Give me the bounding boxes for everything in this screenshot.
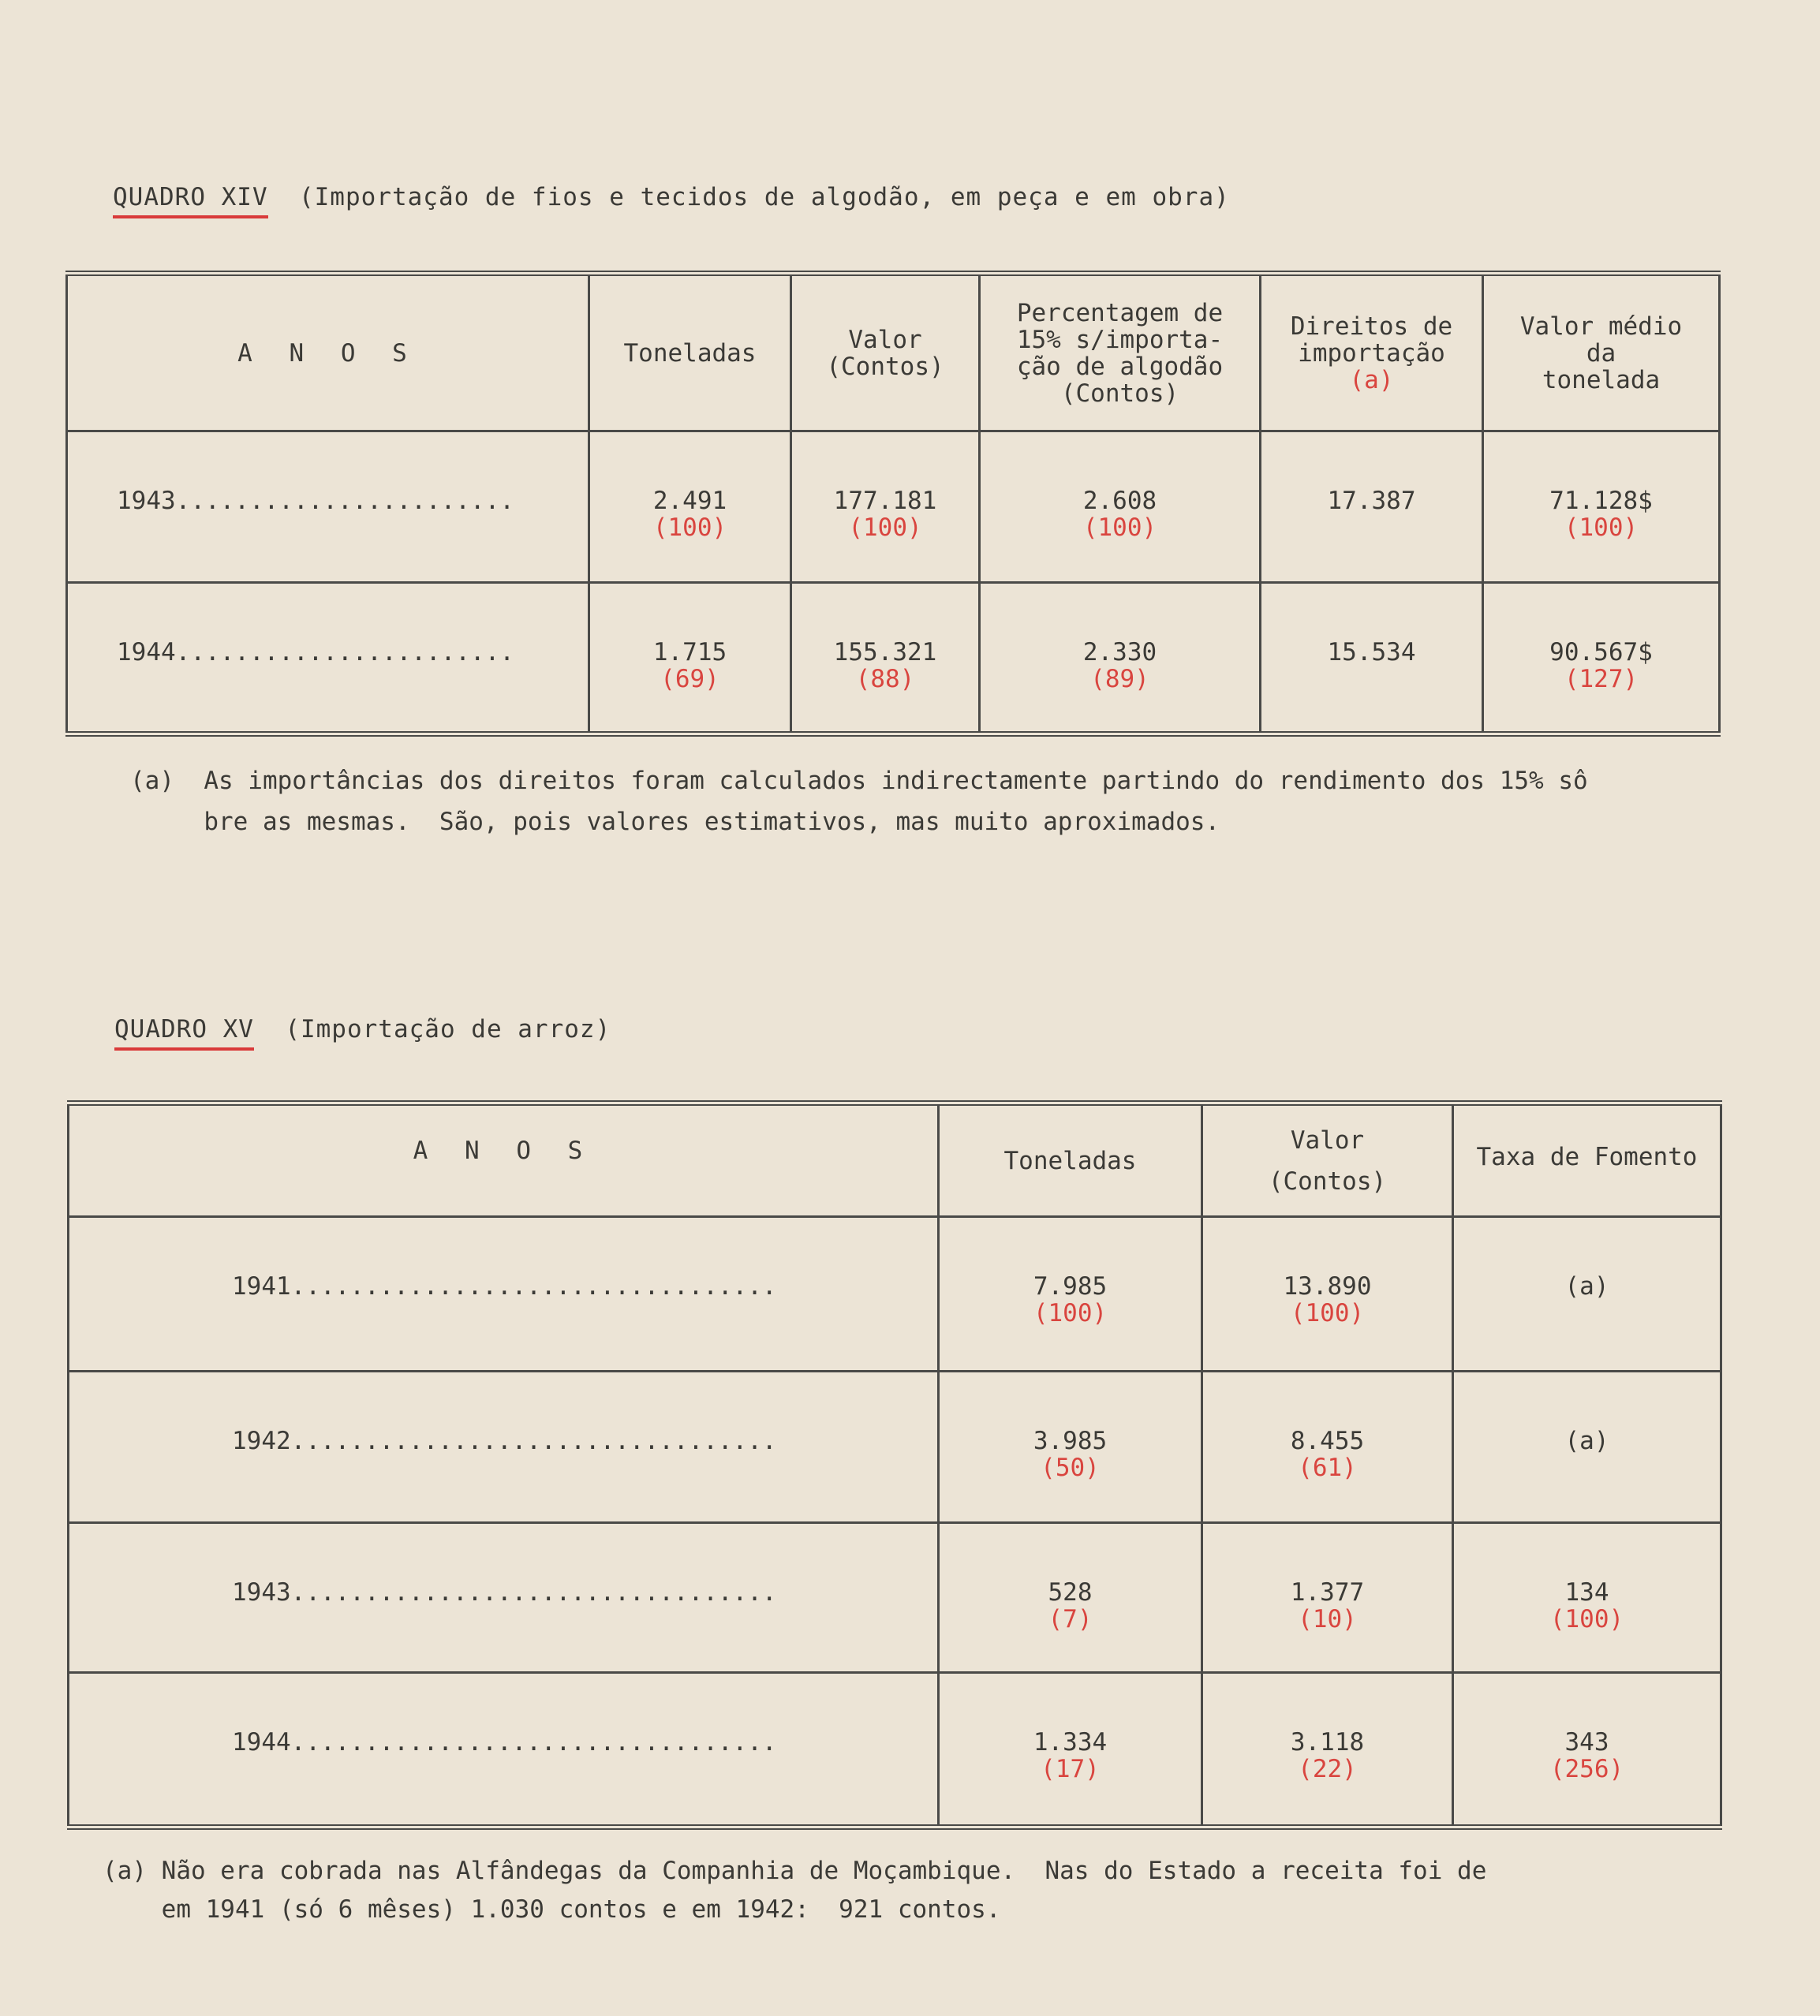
- valor-cell: 8.455 (61): [1202, 1372, 1453, 1523]
- year-cell: 1944.......................: [67, 583, 589, 734]
- valor-cell: 155.321 (88): [791, 583, 980, 734]
- year-cell: 1944.................................: [69, 1673, 939, 1827]
- year-cell: 1943.......................: [67, 431, 589, 583]
- valor-cell: 177.181 (100): [791, 431, 980, 583]
- quadro-xiv-caption: (Importação de fios e tecidos de algodão, em peça e em obra): [298, 183, 1230, 211]
- header-toneladas: Toneladas: [939, 1103, 1202, 1217]
- table-row: [69, 1372, 1721, 1523]
- direitos-cell: 15.534: [1261, 583, 1483, 734]
- valor-cell: 1.377 (10): [1202, 1523, 1453, 1673]
- taxa-cell: 343 (256): [1453, 1673, 1721, 1827]
- year-cell: 1943.................................: [69, 1523, 939, 1673]
- toneladas-cell: 3.985 (50): [939, 1372, 1202, 1523]
- percentagem-cell: 2.330 (89): [980, 583, 1261, 734]
- table-row: [69, 1523, 1721, 1673]
- direitos-cell: 17.387: [1261, 431, 1483, 583]
- quadro-xiv-code: QUADRO XIV: [113, 183, 268, 218]
- table-header-row: [67, 274, 1720, 431]
- table-row: [67, 583, 1720, 734]
- table-row: [69, 1673, 1721, 1827]
- taxa-cell: 134 (100): [1453, 1523, 1721, 1673]
- quadro-xv-title: [114, 1015, 611, 1051]
- table-header-row: [69, 1103, 1721, 1217]
- quadro-xiv-footnote: (a) As importâncias dos direitos foram calculados indirectamente partindo do rendimento dos 15% sô bre as mesmas. São, pois valores estimativos, mas muito aproximados.: [130, 767, 1588, 836]
- valor-cell: 13.890 (100): [1202, 1217, 1453, 1372]
- header-valor: Valor (Contos): [791, 274, 980, 431]
- year-cell: 1942.................................: [69, 1372, 939, 1523]
- quadro-xv-code: QUADRO XV: [114, 1015, 254, 1051]
- table-row: [67, 431, 1720, 583]
- table-row: [69, 1217, 1721, 1372]
- header-valor-medio: Valor médio da tonelada: [1483, 274, 1720, 431]
- toneladas-cell: 1.334 (17): [939, 1673, 1202, 1827]
- quadro-xiv-table: [65, 271, 1721, 737]
- quadro-xiv-title: [113, 183, 1230, 218]
- header-toneladas: Toneladas: [589, 274, 791, 431]
- percentagem-cell: 2.608 (100): [980, 431, 1261, 583]
- quadro-xv-caption: (Importação de arroz): [285, 1015, 611, 1043]
- year-cell: 1941.................................: [69, 1217, 939, 1372]
- toneladas-cell: 528 (7): [939, 1523, 1202, 1673]
- toneladas-cell: 1.715 (69): [589, 583, 791, 734]
- quadro-xv-table: [67, 1100, 1722, 1830]
- toneladas-cell: 7.985 (100): [939, 1217, 1202, 1372]
- taxa-cell: (a): [1453, 1372, 1721, 1523]
- header-anos: A N O S: [67, 274, 589, 431]
- taxa-cell: (a): [1453, 1217, 1721, 1372]
- valor-medio-cell: 71.128$ (100): [1483, 431, 1720, 583]
- header-taxa-fomento: Taxa de Fomento: [1453, 1103, 1721, 1217]
- header-direitos: Direitos de importação (a): [1261, 274, 1483, 431]
- header-percentagem: Percentagem de 15% s/importa- ção de algodão (Contos): [980, 274, 1261, 431]
- footnote-marker: (a): [1349, 365, 1394, 394]
- header-anos: A N O S: [69, 1103, 939, 1217]
- toneladas-cell: 2.491 (100): [589, 431, 791, 583]
- valor-cell: 3.118 (22): [1202, 1673, 1453, 1827]
- header-valor: Valor (Contos): [1202, 1103, 1453, 1217]
- quadro-xv-footnote: (a) Não era cobrada nas Alfândegas da Companhia de Moçambique. Nas do Estado a receita foi de em 1941 (só 6 mêses) 1.030 contos e em 1942: 921 contos.: [103, 1857, 1487, 1924]
- valor-medio-cell: 90.567$ (127): [1483, 583, 1720, 734]
